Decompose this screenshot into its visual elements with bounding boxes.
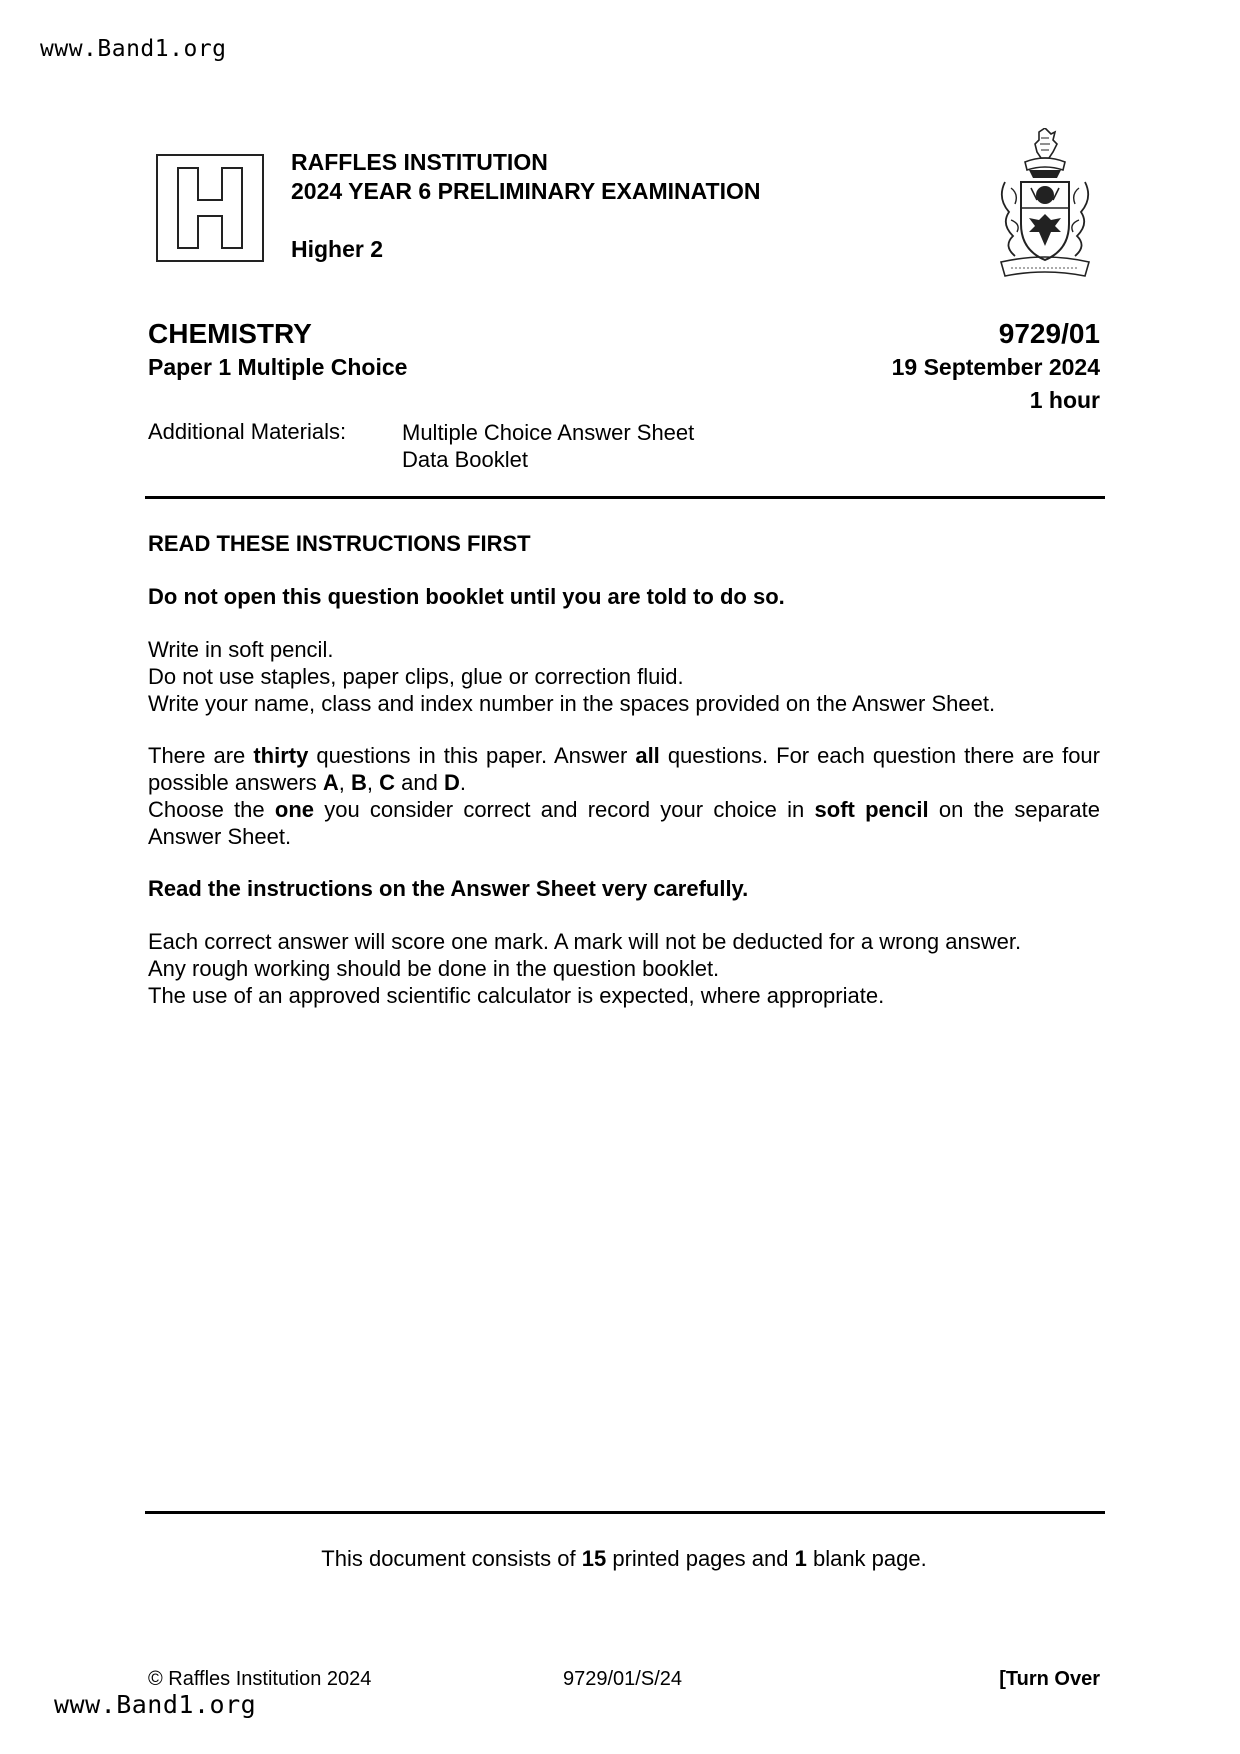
paper-title: Paper 1 Multiple Choice (148, 354, 408, 380)
bottom-divider (145, 1511, 1105, 1514)
copyright: © Raffles Institution 2024 (148, 1668, 372, 1690)
instructions-heading: READ THESE INSTRUCTIONS FIRST (148, 531, 531, 556)
instruction-line: Do not use staples, paper clips, glue or correction fluid. (148, 664, 684, 689)
page-count-note: This document consists of 15 printed pages and 1 blank page. (321, 1546, 927, 1571)
instructions-general (148, 636, 1100, 717)
instruction-line: Write your name, class and index number in the spaces provided on the Answer Sheet. (148, 691, 996, 716)
watermark-top: www.Band1.org (40, 36, 227, 62)
instructions-warning: Do not open this question booklet until you are told to do so. (148, 584, 785, 609)
instructions-answering: Choose the one you consider correct and record your choice in soft pencil on the separate Answer Sheet. (148, 797, 1101, 849)
instruction-line: Write in soft pencil. (148, 637, 334, 662)
exam-date: 19 September 2024 (891, 354, 1100, 380)
instruction-line: The use of an approved scientific calculator is expected, where appropriate. (148, 983, 885, 1008)
instructions-careful: Read the instructions on the Answer Sheet very carefully. (148, 876, 749, 901)
h2-level-logo (156, 154, 264, 262)
subject-name: CHEMISTRY (148, 318, 312, 349)
school-crest (995, 128, 1095, 282)
exam-header (291, 148, 760, 206)
institution-name: RAFFLES INSTITUTION (291, 149, 548, 175)
exam-title: 2024 YEAR 6 PRELIMINARY EXAMINATION (291, 178, 761, 204)
additional-materials-label: Additional Materials: (148, 419, 347, 444)
instructions-questions: There are thirty questions in this paper. Answer all questions. For each question there are four possible answers A, B, C and D. (148, 743, 1100, 795)
top-divider (145, 496, 1105, 499)
turn-over: [Turn Over (999, 1668, 1100, 1690)
instructions-marking (148, 928, 1100, 1009)
level-label: Higher 2 (291, 236, 384, 262)
instruction-line: Each correct answer will score one mark. A mark will not be deducted for a wrong answer. (148, 929, 1022, 954)
watermark-bottom: www.Band1.org (54, 1690, 257, 1719)
paper-code: 9729/01 (998, 318, 1100, 349)
material-item: Data Booklet (402, 447, 528, 472)
additional-materials-list (402, 419, 694, 473)
instruction-line: Any rough working should be done in the question booklet. (148, 956, 720, 981)
exam-duration: 1 hour (1029, 387, 1100, 413)
material-item: Multiple Choice Answer Sheet (402, 420, 695, 445)
paper-reference: 9729/01/S/24 (563, 1668, 682, 1690)
